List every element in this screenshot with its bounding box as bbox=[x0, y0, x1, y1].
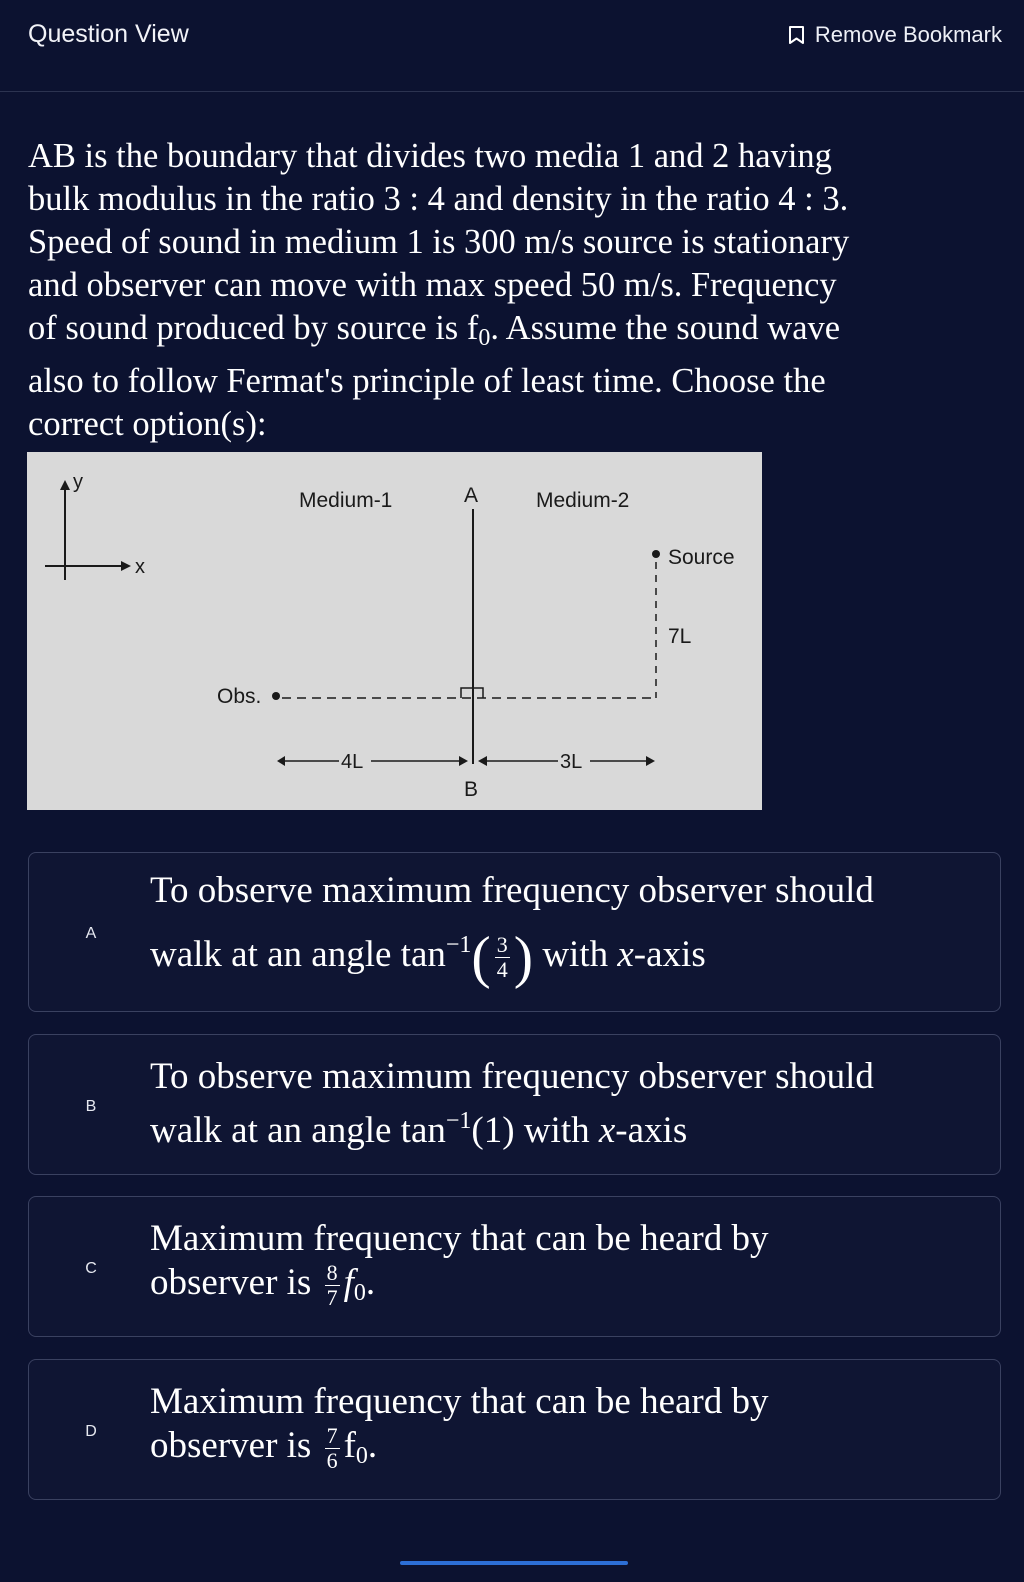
option-line: walk at an angle $\tan^{-1}$( $\frac{3}{4}$ ) with x-axis bbox=[150, 924, 706, 990]
argument: (1) bbox=[471, 1110, 515, 1151]
option-text-part: walk at an angle tan bbox=[150, 934, 446, 975]
option-text-part: observer is bbox=[150, 1425, 321, 1466]
point-a-label: A bbox=[464, 484, 479, 507]
axis-y-label: y bbox=[73, 471, 83, 493]
question-line: bulk modulus in the ratio 3 : 4 and density in the ratio 4 : 3. bbox=[28, 180, 849, 218]
axis-x-label: x bbox=[135, 556, 145, 578]
option-line bbox=[150, 1261, 970, 1315]
option-b[interactable] bbox=[28, 1034, 1001, 1175]
option-line bbox=[150, 1099, 970, 1153]
variable: f bbox=[343, 1262, 354, 1303]
axes-icon bbox=[45, 480, 131, 580]
bookmark-icon bbox=[788, 25, 805, 45]
denominator: 4 bbox=[496, 957, 508, 983]
numerator: 3 bbox=[496, 932, 508, 958]
option-letter: A bbox=[85, 925, 97, 942]
source-dot bbox=[652, 550, 660, 558]
question-figure bbox=[27, 452, 762, 810]
subscript: 0 bbox=[478, 325, 491, 351]
denominator: 6 bbox=[326, 1448, 338, 1474]
option-line: Maximum frequency that can be heard by bbox=[150, 1218, 769, 1259]
fraction bbox=[325, 1261, 340, 1310]
question-text-part: of sound produced by source is f bbox=[28, 309, 479, 347]
dist-3l-label: 3L bbox=[560, 751, 583, 773]
top-bar bbox=[0, 0, 1024, 92]
option-text bbox=[150, 1380, 970, 1478]
question-text-part: . Assume the sound wave bbox=[490, 309, 841, 347]
superscript: −1 bbox=[445, 1108, 472, 1134]
option-c[interactable] bbox=[28, 1196, 1001, 1337]
bottom-indicator bbox=[400, 1561, 628, 1565]
question-line: Speed of sound in medium 1 is 300 m/s source is stationary bbox=[28, 223, 850, 261]
subscript: 0 bbox=[355, 1443, 368, 1469]
option-line: To observe maximum frequency observer should bbox=[150, 1056, 874, 1097]
option-text-part: walk at an angle tan bbox=[150, 1110, 446, 1151]
option-letter: D bbox=[85, 1423, 97, 1440]
option-text-part: -axis bbox=[633, 934, 706, 975]
question-line: also to follow Fermat's principle of least time. Choose the bbox=[28, 362, 826, 400]
question-line bbox=[28, 307, 1003, 360]
question-line: correct option(s): bbox=[28, 405, 267, 443]
option-text-part: . bbox=[365, 1262, 376, 1303]
dist-7l-label: 7L bbox=[668, 625, 692, 648]
option-letter: C bbox=[85, 1260, 97, 1277]
superscript: −1 bbox=[445, 932, 472, 958]
source-label: Source bbox=[668, 546, 735, 569]
option-text-part: -axis bbox=[615, 1110, 688, 1151]
remove-bookmark-label: Remove Bookmark bbox=[814, 22, 1002, 47]
numerator: 7 bbox=[326, 1423, 338, 1449]
option-line: Maximum frequency that can be heard by bbox=[150, 1381, 769, 1422]
option-text-part: with bbox=[514, 1110, 599, 1151]
remove-bookmark-button[interactable] bbox=[788, 19, 1002, 51]
option-line: To observe maximum frequency observer should bbox=[150, 870, 874, 911]
page-title: Question View bbox=[28, 20, 189, 48]
question-text bbox=[28, 135, 1003, 446]
option-a[interactable] bbox=[28, 852, 1001, 1012]
observer-label: Obs. bbox=[217, 685, 262, 708]
subscript: 0 bbox=[353, 1280, 366, 1306]
option-text bbox=[150, 869, 970, 990]
fraction bbox=[325, 1424, 340, 1473]
fraction bbox=[495, 933, 510, 982]
option-d[interactable] bbox=[28, 1359, 1001, 1500]
option-text bbox=[150, 1055, 970, 1153]
option-line bbox=[150, 1424, 970, 1478]
numerator: 8 bbox=[326, 1260, 338, 1286]
variable: f bbox=[343, 1425, 356, 1466]
question-line: and observer can move with max speed 50 m/s. Frequency bbox=[28, 266, 837, 304]
option-letter: B bbox=[85, 1098, 97, 1115]
medium-1-label: Medium-1 bbox=[299, 489, 393, 512]
option-text-part: observer is bbox=[150, 1262, 321, 1303]
variable: x bbox=[598, 1110, 616, 1151]
variable: x bbox=[617, 934, 634, 975]
point-b-label: B bbox=[464, 778, 479, 801]
denominator: 7 bbox=[326, 1285, 338, 1311]
option-text bbox=[150, 1217, 970, 1315]
option-text-part: . bbox=[367, 1425, 378, 1466]
question-line: AB is the boundary that divides two media 1 and 2 having bbox=[28, 137, 832, 175]
option-text-part: with bbox=[533, 934, 618, 975]
observer-dot bbox=[272, 692, 280, 700]
dist-4l-label: 4L bbox=[341, 751, 364, 773]
medium-2-label: Medium-2 bbox=[536, 489, 630, 512]
